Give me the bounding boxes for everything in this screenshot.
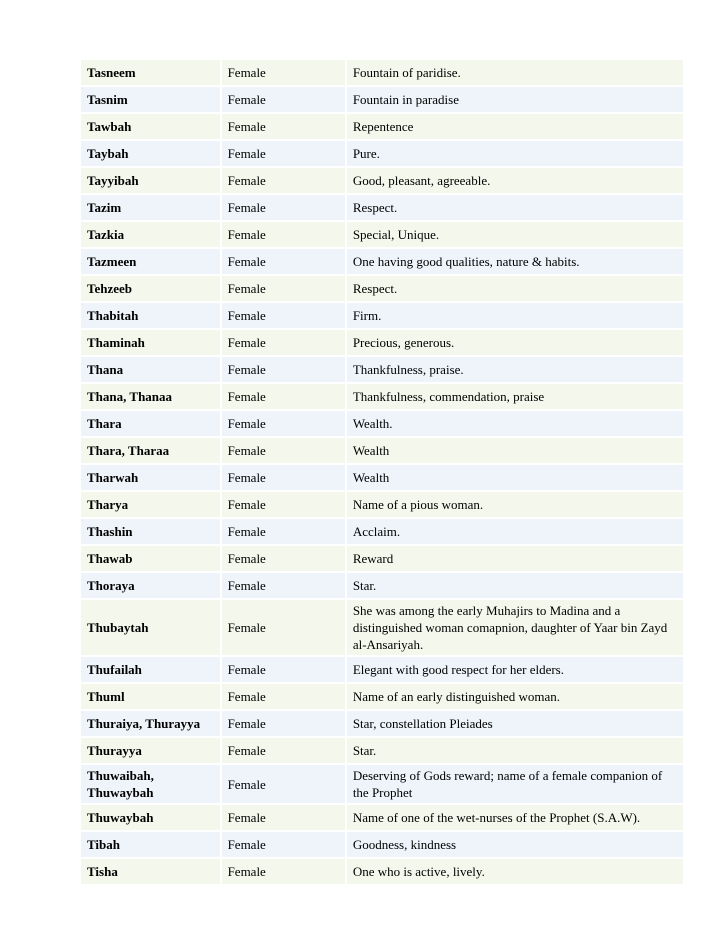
table-row (81, 330, 683, 355)
table-row (81, 195, 683, 220)
gender-cell: Female (220, 600, 345, 655)
gender-cell: Female (220, 411, 345, 436)
name-cell: Taybah (81, 141, 220, 166)
table-row (81, 492, 683, 517)
meaning-cell: Name of one of the wet-nurses of the Prophet (S.A.W). (345, 805, 683, 830)
meaning-cell: Wealth (345, 465, 683, 490)
name-cell: Thuwaybah (81, 805, 220, 830)
name-cell: Thufailah (81, 657, 220, 682)
gender-cell: Female (220, 859, 345, 884)
meaning-cell: Special, Unique. (345, 222, 683, 247)
gender-cell: Female (220, 195, 345, 220)
meaning-cell: Wealth (345, 438, 683, 463)
meaning-cell: Star, constellation Pleiades (345, 711, 683, 736)
meaning-cell: One who is active, lively. (345, 859, 683, 884)
meaning-cell: Good, pleasant, agreeable. (345, 168, 683, 193)
name-cell: Tawbah (81, 114, 220, 139)
gender-cell: Female (220, 222, 345, 247)
gender-cell: Female (220, 330, 345, 355)
name-cell: Tharya (81, 492, 220, 517)
names-table-body (81, 60, 683, 884)
gender-cell: Female (220, 303, 345, 328)
meaning-cell: Respect. (345, 195, 683, 220)
meaning-cell: Elegant with good respect for her elders. (345, 657, 683, 682)
table-row (81, 600, 683, 655)
table-row (81, 411, 683, 436)
table-row (81, 60, 683, 85)
gender-cell: Female (220, 276, 345, 301)
name-cell: Thaminah (81, 330, 220, 355)
gender-cell: Female (220, 573, 345, 598)
meaning-cell: Thankfulness, praise. (345, 357, 683, 382)
name-cell: Tehzeeb (81, 276, 220, 301)
name-cell: Tazkia (81, 222, 220, 247)
meaning-cell: Thankfulness, commendation, praise (345, 384, 683, 409)
meaning-cell: Goodness, kindness (345, 832, 683, 857)
table-row (81, 384, 683, 409)
gender-cell: Female (220, 465, 345, 490)
gender-cell: Female (220, 168, 345, 193)
table-row (81, 573, 683, 598)
name-cell: Thashin (81, 519, 220, 544)
gender-cell: Female (220, 384, 345, 409)
meaning-cell: Reward (345, 546, 683, 571)
name-cell: Tibah (81, 832, 220, 857)
table-row (81, 249, 683, 274)
name-cell: Thuwaibah, Thuwaybah (81, 765, 220, 803)
table-row (81, 657, 683, 682)
gender-cell: Female (220, 357, 345, 382)
table-row (81, 438, 683, 463)
meaning-cell: Firm. (345, 303, 683, 328)
meaning-cell: One having good qualities, nature & habits. (345, 249, 683, 274)
name-cell: Tayyibah (81, 168, 220, 193)
name-cell: Tazim (81, 195, 220, 220)
table-row (81, 303, 683, 328)
gender-cell: Female (220, 141, 345, 166)
name-cell: Thana, Thanaa (81, 384, 220, 409)
name-cell: Thara, Tharaa (81, 438, 220, 463)
gender-cell: Female (220, 519, 345, 544)
table-row (81, 465, 683, 490)
gender-cell: Female (220, 249, 345, 274)
table-row (81, 765, 683, 803)
meaning-cell: Deserving of Gods reward; name of a female companion of the Prophet (345, 765, 683, 803)
table-row (81, 546, 683, 571)
meaning-cell: Acclaim. (345, 519, 683, 544)
gender-cell: Female (220, 60, 345, 85)
table-row (81, 684, 683, 709)
gender-cell: Female (220, 87, 345, 112)
gender-cell: Female (220, 765, 345, 803)
gender-cell: Female (220, 711, 345, 736)
table-row (81, 711, 683, 736)
table-row (81, 87, 683, 112)
table-row (81, 519, 683, 544)
table-row (81, 222, 683, 247)
name-cell: Thana (81, 357, 220, 382)
name-cell: Thubaytah (81, 600, 220, 655)
table-row (81, 357, 683, 382)
gender-cell: Female (220, 738, 345, 763)
name-cell: Tisha (81, 859, 220, 884)
gender-cell: Female (220, 438, 345, 463)
name-cell: Tazmeen (81, 249, 220, 274)
gender-cell: Female (220, 805, 345, 830)
meaning-cell: Respect. (345, 276, 683, 301)
table-row (81, 805, 683, 830)
meaning-cell: Precious, generous. (345, 330, 683, 355)
meaning-cell: Name of an early distinguished woman. (345, 684, 683, 709)
gender-cell: Female (220, 114, 345, 139)
meaning-cell: Wealth. (345, 411, 683, 436)
name-cell: Thurayya (81, 738, 220, 763)
table-row (81, 141, 683, 166)
gender-cell: Female (220, 492, 345, 517)
meaning-cell: Fountain of paridise. (345, 60, 683, 85)
name-cell: Tasnim (81, 87, 220, 112)
gender-cell: Female (220, 546, 345, 571)
name-cell: Thara (81, 411, 220, 436)
meaning-cell: Pure. (345, 141, 683, 166)
gender-cell: Female (220, 684, 345, 709)
meaning-cell: She was among the early Muhajirs to Madina and a distinguished woman comapnion, daughter of Yaar bin Zayd al-Ansariyah. (345, 600, 683, 655)
meaning-cell: Fountain in paradise (345, 87, 683, 112)
gender-cell: Female (220, 832, 345, 857)
name-cell: Thabitah (81, 303, 220, 328)
name-cell: Tharwah (81, 465, 220, 490)
names-table (81, 58, 683, 886)
name-cell: Thawab (81, 546, 220, 571)
table-row (81, 114, 683, 139)
gender-cell: Female (220, 657, 345, 682)
meaning-cell: Repentence (345, 114, 683, 139)
meaning-cell: Star. (345, 738, 683, 763)
table-row (81, 832, 683, 857)
meaning-cell: Name of a pious woman. (345, 492, 683, 517)
table-row (81, 168, 683, 193)
table-row (81, 738, 683, 763)
meaning-cell: Star. (345, 573, 683, 598)
name-cell: Thuraiya, Thurayya (81, 711, 220, 736)
table-row (81, 276, 683, 301)
table-row (81, 859, 683, 884)
name-cell: Tasneem (81, 60, 220, 85)
name-cell: Thoraya (81, 573, 220, 598)
name-cell: Thuml (81, 684, 220, 709)
